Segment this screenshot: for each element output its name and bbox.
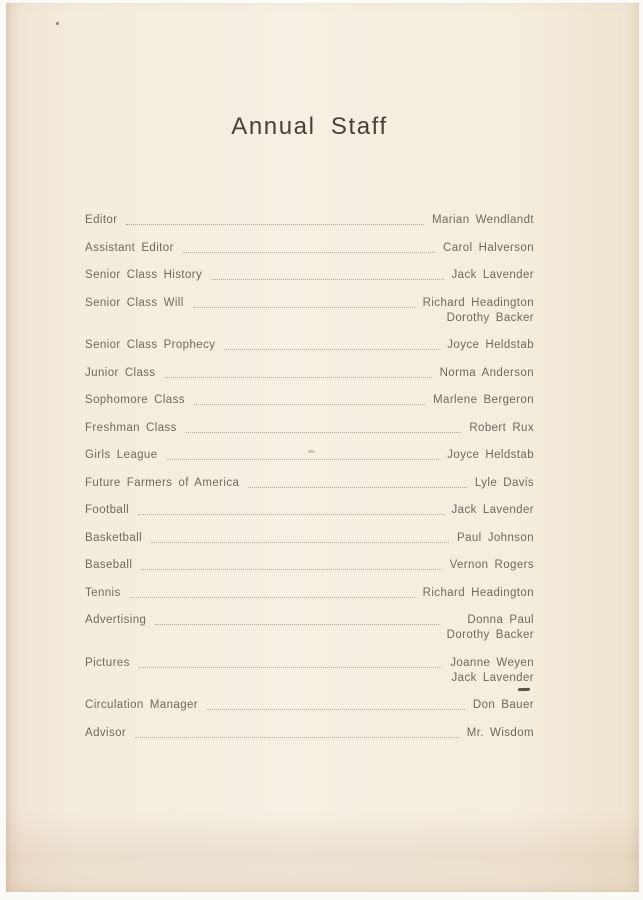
- staff-names: [450, 558, 534, 573]
- staff-name: Joanne Weyen: [450, 656, 534, 669]
- staff-entry: [85, 476, 534, 491]
- staff-entry: [85, 366, 534, 381]
- dotted-leader: [141, 558, 441, 570]
- staff-entry: [85, 531, 534, 546]
- staff-name: Joyce Heldstab: [447, 449, 534, 461]
- staff-entry: [85, 726, 534, 741]
- staff-role: Advertising: [85, 614, 147, 626]
- dotted-leader: [207, 698, 465, 710]
- dotted-leader: [138, 503, 443, 515]
- yearbook-page: [6, 3, 639, 892]
- staff-name: Dorothy Backer: [446, 311, 534, 324]
- staff-entry: [85, 503, 534, 518]
- staff-names: [443, 241, 534, 256]
- staff-name: Richard Headington: [422, 296, 534, 309]
- dotted-leader: [130, 586, 415, 598]
- staff-entry: [85, 268, 534, 283]
- staff-role: Advisor: [85, 726, 127, 739]
- staff-names: [452, 268, 535, 283]
- staff-name: Robert Rux: [469, 421, 534, 434]
- staff-names: [450, 656, 534, 686]
- staff-role: Pictures: [85, 656, 130, 669]
- staff-entry: [85, 296, 534, 326]
- scan-smudge-faint: [308, 450, 315, 453]
- page-title: Annual Staff: [231, 113, 388, 140]
- staff-role: Senior Class History: [85, 269, 203, 281]
- scan-speck: [56, 22, 59, 25]
- dotted-leader: [167, 448, 440, 460]
- staff-entry: [85, 393, 534, 408]
- staff-name: Jack Lavender: [451, 504, 534, 516]
- staff-names: [433, 393, 534, 408]
- staff-role: Football: [85, 504, 130, 516]
- staff-role: Freshman Class: [85, 421, 177, 434]
- staff-role: Assistant Editor: [85, 241, 174, 254]
- staff-name: Carol Halverson: [443, 241, 534, 254]
- dotted-leader: [126, 213, 424, 225]
- staff-name: Donna Paul: [467, 614, 534, 626]
- staff-entry: [85, 213, 534, 228]
- staff-names: [423, 586, 534, 601]
- staff-name: Marian Wendlandt: [431, 214, 534, 226]
- staff-name: Dorothy Backer: [446, 629, 534, 641]
- dotted-leader: [248, 476, 467, 488]
- dotted-leader: [186, 421, 462, 433]
- staff-names: [469, 421, 534, 436]
- staff-list: [6, 213, 639, 741]
- dotted-leader: [211, 268, 443, 280]
- staff-role: Senior Class Prophecy: [85, 339, 216, 351]
- staff-entry: [85, 241, 534, 256]
- dotted-leader: [165, 366, 432, 378]
- dotted-leader: [135, 726, 459, 738]
- staff-role: Sophomore Class: [85, 394, 185, 406]
- staff-name: Marlene Bergeron: [433, 394, 534, 406]
- staff-names: [457, 531, 534, 546]
- staff-name: Paul Johnson: [457, 531, 534, 544]
- staff-entry: [85, 558, 534, 573]
- staff-role: Editor: [85, 214, 118, 226]
- staff-names: [447, 338, 534, 353]
- staff-name: Jack Lavender: [451, 269, 534, 281]
- staff-names: [447, 448, 534, 463]
- dotted-leader: [183, 241, 435, 253]
- staff-entry: [85, 338, 534, 353]
- staff-role: Girls League: [85, 449, 158, 461]
- staff-entry: [85, 613, 534, 643]
- staff-entry: [85, 586, 534, 601]
- staff-role: Junior Class: [85, 366, 156, 379]
- staff-role: Basketball: [85, 531, 143, 544]
- staff-names: [475, 476, 534, 491]
- staff-name: Jack Lavender: [451, 671, 534, 684]
- staff-role: Senior Class Will: [85, 296, 184, 309]
- staff-names: [447, 613, 534, 643]
- staff-names: [432, 213, 534, 228]
- staff-role: Tennis: [85, 586, 121, 599]
- dotted-leader: [194, 393, 425, 405]
- dotted-leader: [151, 531, 449, 543]
- dotted-leader: [155, 613, 438, 625]
- staff-name: Joyce Heldstab: [447, 339, 534, 351]
- staff-entry: [85, 656, 534, 686]
- dotted-leader: [139, 656, 442, 668]
- staff-name: Norma Anderson: [439, 366, 534, 379]
- staff-role: Future Farmers of America: [85, 476, 240, 489]
- staff-entry: [85, 698, 534, 713]
- staff-name: Don Bauer: [472, 699, 534, 711]
- staff-names: [440, 366, 534, 381]
- staff-names: [473, 698, 534, 713]
- staff-name: Mr. Wisdom: [466, 726, 534, 739]
- staff-entry: [85, 421, 534, 436]
- dotted-leader: [193, 296, 415, 308]
- dotted-leader: [224, 338, 439, 350]
- staff-name: Lyle Davis: [474, 476, 534, 489]
- staff-role: Circulation Manager: [85, 699, 199, 711]
- staff-name: Richard Headington: [422, 586, 534, 599]
- ink-smudge: [518, 688, 530, 691]
- staff-names: [423, 296, 534, 326]
- staff-names: [467, 726, 534, 741]
- staff-role: Baseball: [85, 559, 133, 571]
- staff-names: [452, 503, 535, 518]
- staff-name: Vernon Rogers: [449, 559, 534, 571]
